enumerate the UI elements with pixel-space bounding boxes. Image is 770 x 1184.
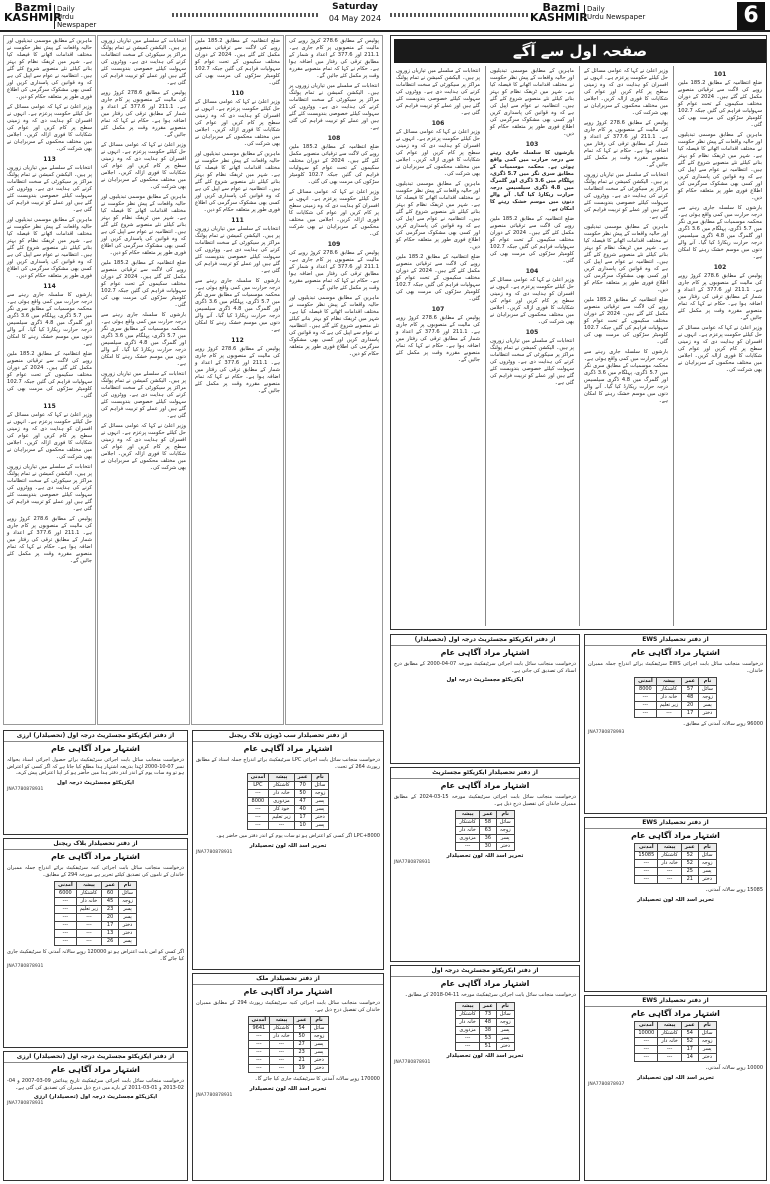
section-number: 109 bbox=[327, 241, 341, 248]
table-cell: 70 bbox=[294, 782, 311, 790]
article-text: انتخابات کے سلسلے میں تیاریاں زوروں پر ہیں۔ الیکشن کمیشن نے تمام پولنگ مراکز پر سیکورٹی کے سخت انتظامات کرنے کی ہدایت دی ہے۔ ووٹروں کی سہولت کیلئے خصوصی بندوبست کئے گئے ہیں اور عملے کو تربیت فراہم کی گئی ہے۔ پولیس کے مطابق 278.6 کروڑ روپے کی مالیت کے منصوبوں پر کام جاری ہے۔ 211.1 اور 377.6 کے اعداد و شمار کے مطابق ترقی کی رفتار میں اضافہ ہوا ہے۔ حکام نے کہا کہ تمام منصوبے مقررہ وقت پر مکمل کئے جائیں گے۔ وزیر اعلیٰ نے کہا کہ عوامی مسائل کے حل کیلئے حکومت پرعزم ہے۔ انہوں نے افسران کو ہدایت دی کہ وہ زمینی سطح پر کام کریں اور عوام کی شکایات کا فوری ازالہ کریں۔ اجلاس میں مختلف محکموں کے سربراہان نے بھی شرکت کی۔ ماہرین کے مطابق موسمی تبدیلیوں اور حالیہ واقعات کے پیش نظر حکومت نے مختلف اقدامات اٹھانے کا فیصلہ کیا ہے۔ شہر میں ٹریفک نظام کو بہتر بنانے کیلئے نئے منصوبے شروع کئے گئے ہیں۔ انتظامیہ نے عوام سے اپیل کی ہے کہ وہ قوانین کی پاسداری کریں اور کسی بھی مشکوک سرگرمی کی اطلاع فوری طور پر متعلقہ حکام کو دیں۔ ضلع انتظامیہ کے مطابق 185.2 ملین روپے کی لاگت سے ترقیاتی منصوبے مکمل کئے گئے ہیں۔ 2024 کے دوران مختلف سکیموں کے تحت عوام کو سہولیات فراہم کی گئیں جبکہ 102.7 کلومیٹر سڑکوں کی مرمت بھی کی گئی۔ بارشوں کا سلسلہ جاری رہنے سے درجہ حرارت میں کمی واقع ہوئی ہے۔ محکمہ موسمیات کے مطابق سری نگر میں 5.7 ڈگری، پہلگام میں 3.6 ڈگری اور گلمرگ میں 4.8 ڈگری سیلسیس درجہ حرارت ریکارڈ کیا گیا۔ آنے والے دنوں میں موسم خشک رہنے کا امکان ہے۔ انتخابات کے سلسلے میں تیاریاں زوروں پر ہیں۔ الیکشن کمیشن نے تمام پولنگ مراکز پر سیکورٹی کے سخت انتظامات کرنے کی ہدایت دی ہے۔ ووٹروں کی سہولت کیلئے خصوصی بندوبست کئے گئے ہیں اور عملے کو تربیت فراہم کی گئی ہے۔ وزیر اعلیٰ نے کہا کہ عوامی مسائل کے حل کیلئے حکومت پرعزم ہے۔ انہوں نے افسران کو ہدایت دی کہ وہ زمینی سطح پر کام کریں اور عوام کی شکایات کا فوری ازالہ کریں۔ اجلاس میں مختلف محکموں کے سربراہان نے بھی شرکت کی۔ bbox=[101, 38, 187, 471]
table-cell: خانہ دار bbox=[456, 1018, 480, 1026]
table-cell: --- bbox=[270, 1065, 294, 1073]
table-row bbox=[635, 868, 716, 876]
table-cell: دختر bbox=[496, 843, 514, 851]
table-cell: سائل bbox=[311, 782, 329, 790]
table-header-cell: نام bbox=[496, 1002, 514, 1010]
table-cell: 6000 bbox=[55, 890, 77, 898]
table-cell: --- bbox=[269, 822, 294, 830]
section-number: 101 bbox=[713, 71, 727, 78]
table-cell: --- bbox=[76, 930, 101, 938]
table-cell: --- bbox=[456, 843, 480, 851]
masthead bbox=[0, 0, 770, 32]
table-cell: 9641 bbox=[248, 1025, 270, 1033]
table-cell: سائل bbox=[496, 819, 514, 827]
table-row bbox=[635, 1030, 716, 1038]
table-cell: زوجہ bbox=[698, 860, 716, 868]
table-cell: دختر bbox=[119, 922, 137, 930]
table-cell: دختر bbox=[496, 1042, 514, 1050]
public-notice: از دفتر تحصیلدار EWS اشتہار مراد آگاہی عام درخواست منجانب سائل بابت اجرائی EWS سرٹیفکیٹ برائے اندراج جملہ ممبران خاندان۔ نام عمر پیشہ آمدنی سائل 57 کاشتکار 8000 زوجہ 48 خانہ دار --- پسر 20 زیر تعلیم --- دختر 17 --- --- 96000 روپے سالانہ آمدنی کے مطابق۔ JNA7780878993 bbox=[584, 634, 767, 814]
article-text: وزیر اعلیٰ نے کہا کہ عوامی مسائل کے حل کیلئے حکومت پرعزم ہے۔ انہوں نے افسران کو ہدایت دی کہ وہ زمینی سطح پر کام کریں اور عوام کی شکایات کا فوری ازالہ کریں۔ اجلاس میں مختلف محکموں کے سربراہان نے بھی شرکت کی۔ پولیس کے مطابق 278.6 کروڑ روپے کی مالیت کے منصوبوں پر کام جاری ہے۔ 211.1 اور 377.6 کے اعداد و شمار کے مطابق ترقی کی رفتار میں اضافہ ہوا ہے۔ حکام نے کہا کہ تمام منصوبے مقررہ وقت پر مکمل کئے جائیں گے۔ انتخابات کے سلسلے میں تیاریاں زوروں پر ہیں۔ الیکشن کمیشن نے تمام پولنگ مراکز پر سیکورٹی کے سخت انتظامات کرنے کی ہدایت دی ہے۔ ووٹروں کی سہولت کیلئے خصوصی بندوبست کئے گئے ہیں اور عملے کو تربیت فراہم کی گئی ہے۔ ماہرین کے مطابق موسمی تبدیلیوں اور حالیہ واقعات کے پیش نظر حکومت نے مختلف اقدامات اٹھانے کا فیصلہ کیا ہے۔ شہر میں ٹریفک نظام کو بہتر بنانے کیلئے نئے منصوبے شروع کئے گئے ہیں۔ انتظامیہ نے عوام سے اپیل کی ہے کہ وہ قوانین کی پاسداری کریں اور کسی بھی مشکوک سرگرمی کی اطلاع فوری طور پر متعلقہ حکام کو دیں۔ ضلع انتظامیہ کے مطابق 185.2 ملین روپے کی لاگت سے ترقیاتی منصوبے مکمل کئے گئے ہیں۔ 2024 کے دوران مختلف سکیموں کے تحت عوام کو سہولیات فراہم کی گئیں جبکہ 102.7 کلومیٹر سڑکوں کی مرمت بھی کی گئی۔ بارشوں کا سلسلہ جاری رہنے سے درجہ حرارت میں کمی واقع ہوئی ہے۔ محکمہ موسمیات کے مطابق سری نگر میں 5.7 ڈگری، پہلگام میں 3.6 ڈگری اور گلمرگ میں 4.8 ڈگری سیلسیس درجہ حرارت ریکارڈ کیا گیا۔ آنے والے دنوں میں موسم خشک رہنے کا امکان ہے۔ bbox=[584, 68, 668, 404]
table-cell: زوجہ bbox=[311, 790, 329, 798]
table-cell: --- bbox=[658, 1054, 682, 1062]
table-row bbox=[456, 1018, 514, 1026]
table-cell: 48 bbox=[682, 694, 699, 702]
article-text: انتخابات کے سلسلے میں تیاریاں زوروں پر ہیں۔ الیکشن کمیشن نے تمام پولنگ مراکز پر سیکورٹی کے سخت انتظامات کرنے کی ہدایت دی ہے۔ ووٹروں کی سہولت کیلئے خصوصی بندوبست کئے گئے ہیں اور عملے کو تربیت فراہم کی گئی ہے۔ 106 وزیر اعلیٰ نے کہا کہ عوامی مسائل کے حل کیلئے حکومت پرعزم ہے۔ انہوں نے افسران کو ہدایت دی کہ وہ زمینی سطح پر کام کریں اور عوام کی شکایات کا فوری ازالہ کریں۔ اجلاس میں مختلف محکموں کے سربراہان نے بھی شرکت کی۔ ماہرین کے مطابق موسمی تبدیلیوں اور حالیہ واقعات کے پیش نظر حکومت نے مختلف اقدامات اٹھانے کا فیصلہ کیا ہے۔ شہر میں ٹریفک نظام کو بہتر بنانے کیلئے نئے منصوبے شروع کئے گئے ہیں۔ انتظامیہ نے عوام سے اپیل کی ہے کہ وہ قوانین کی پاسداری کریں اور کسی بھی مشکوک سرگرمی کی اطلاع فوری طور پر متعلقہ حکام کو دیں۔ ضلع انتظامیہ کے مطابق 185.2 ملین روپے کی لاگت سے ترقیاتی منصوبے مکمل کئے گئے ہیں۔ 2024 کے دوران مختلف سکیموں کے تحت عوام کو سہولیات فراہم کی گئیں جبکہ 102.7 کلومیٹر سڑکوں کی مرمت بھی کی گئی۔ 107 پولیس کے مطابق 278.6 کروڑ روپے کی مالیت کے منصوبوں پر کام جاری ہے۔ 211.1 اور 377.6 کے اعداد و شمار کے مطابق ترقی کی رفتار میں اضافہ ہوا ہے۔ حکام نے کہا کہ تمام منصوبے مقررہ وقت پر مکمل کئے جائیں گے۔ bbox=[396, 68, 480, 363]
table-cell: --- bbox=[270, 1049, 294, 1057]
table-cell: کاشتکار bbox=[456, 1010, 480, 1018]
article-text: پولیس کے مطابق 278.6 کروڑ روپے کی مالیت کے منصوبوں پر کام جاری ہے۔ 211.1 اور 377.6 کے اعداد و شمار کے مطابق ترقی کی رفتار میں اضافہ ہوا ہے۔ حکام نے کہا کہ تمام منصوبے مقررہ وقت پر مکمل کئے جائیں گے۔ انتخابات کے سلسلے میں تیاریاں زوروں پر ہیں۔ الیکشن کمیشن نے تمام پولنگ مراکز پر سیکورٹی کے سخت انتظامات کرنے کی ہدایت دی ہے۔ ووٹروں کی سہولت کیلئے خصوصی بندوبست کئے گئے ہیں اور عملے کو تربیت فراہم کی گئی ہے۔ 108 ضلع انتظامیہ کے مطابق 185.2 ملین روپے کی لاگت سے ترقیاتی منصوبے مکمل کئے گئے ہیں۔ 2024 کے دوران مختلف سکیموں کے تحت عوام کو سہولیات فراہم کی گئیں جبکہ 102.7 کلومیٹر سڑکوں کی مرمت بھی کی گئی۔ وزیر اعلیٰ نے کہا کہ عوامی مسائل کے حل کیلئے حکومت پرعزم ہے۔ انہوں نے افسران کو ہدایت دی کہ وہ زمینی سطح پر کام کریں اور عوام کی شکایات کا فوری ازالہ کریں۔ اجلاس میں مختلف محکموں کے سربراہان نے بھی شرکت کی۔ 109 پولیس کے مطابق 278.6 کروڑ روپے کی مالیت کے منصوبوں پر کام جاری ہے۔ 211.1 اور 377.6 کے اعداد و شمار کے مطابق ترقی کی رفتار میں اضافہ ہوا ہے۔ حکام نے کہا کہ تمام منصوبے مقررہ وقت پر مکمل کئے جائیں گے۔ ماہرین کے مطابق موسمی تبدیلیوں اور حالیہ واقعات کے پیش نظر حکومت نے مختلف اقدامات اٹھانے کا فیصلہ کیا ہے۔ شہر میں ٹریفک نظام کو بہتر بنانے کیلئے نئے منصوبے شروع کئے گئے ہیں۔ انتظامیہ نے عوام سے اپیل کی ہے کہ وہ قوانین کی پاسداری کریں اور کسی بھی مشکوک سرگرمی کی اطلاع فوری طور پر متعلقہ حکام کو دیں۔ bbox=[289, 38, 380, 357]
table-cell: کاشتکار bbox=[658, 852, 682, 860]
table-cell: سائل bbox=[119, 890, 137, 898]
table-row bbox=[248, 1041, 328, 1049]
public-notice: از دفتر تحصیلدار سب ڈویژن بلاک ریجنل اشتہار مراد آگاہی عام درخواست منجانب سائل بابت اجرائی LPC سرٹیفکیٹ برائے اندراج جملہ اسناد کے مطابق رپورٹ 264 کے تحت۔ نام عمر پیشہ آمدنی سائل 70 کاشتکار LPC زوجہ 50 خانہ دار --- پسر 47 مزدوری 8000 پسر 40 خود کار --- دختر 17 زیر تعلیم --- پسر 10 --- --- LPC+8000 اگر کسی کو اعتراض ہو تو سات یوم کے اندر دفتر میں حاضر ہو۔ تحریر اسد اللہ لون تحصیلدار JNA7780878931 bbox=[192, 730, 384, 970]
table-row bbox=[635, 876, 716, 884]
table-cell: --- bbox=[76, 938, 101, 946]
table-cell: --- bbox=[635, 1054, 658, 1062]
table-cell: زوجہ bbox=[496, 827, 514, 835]
page-number: 6 bbox=[737, 2, 765, 30]
table-cell: --- bbox=[635, 860, 658, 868]
public-notice: از دفتر ایکزیکٹو مجسٹریٹ درجہ اول (تحصیلدار) ارزی اشتہار مراد آگاہی عام درخواست منجانب سائل بابت اجرائی سرٹیفکیٹ برائے حصول اجرائی اسناد بحوالہ نمبر 07-10-2000 لہٰذا بذریعہ اشتہار ہذا مطلع کیا جاتا ہے کہ اگر کسی کو اعتراض ہو تو وہ سات یوم کے اندر اندر دفتر ہذا میں حاضر ہو کر اپنا اعتراض پیش کرے۔ ایکزیکٹو مجسٹریٹ درجہ اول JNA7780878931 bbox=[3, 730, 188, 835]
table-cell: 47 bbox=[294, 798, 311, 806]
table-cell: پسر bbox=[496, 1026, 514, 1034]
column-divider bbox=[579, 66, 580, 626]
table-header-cell: آمدنی bbox=[248, 1017, 270, 1025]
table-cell: خانہ دار bbox=[269, 790, 294, 798]
table-header-cell: عمر bbox=[294, 774, 311, 782]
table-row bbox=[55, 938, 137, 946]
table-cell: دختر bbox=[310, 1057, 328, 1065]
table-header-cell: پیشہ bbox=[658, 844, 682, 852]
table-cell: 25 bbox=[681, 868, 698, 876]
table-cell: دختر bbox=[699, 710, 717, 718]
table-row bbox=[55, 906, 137, 914]
table-cell: 52 bbox=[681, 852, 698, 860]
section-number: 113 bbox=[43, 156, 56, 163]
table-cell: 60 bbox=[102, 890, 119, 898]
day-label: Saturday bbox=[332, 2, 378, 12]
table-row bbox=[635, 710, 717, 718]
table-header-cell: آمدنی bbox=[635, 1022, 658, 1030]
table-cell: زوجہ bbox=[698, 1038, 716, 1046]
table-cell: 45 bbox=[102, 898, 119, 906]
table-row bbox=[456, 1026, 514, 1034]
table-cell: --- bbox=[248, 1041, 270, 1049]
table-cell: --- bbox=[635, 1038, 658, 1046]
table-header-cell: عمر bbox=[681, 1022, 698, 1030]
table-row bbox=[456, 827, 514, 835]
table-cell: مزدوری bbox=[456, 1026, 480, 1034]
table-row bbox=[248, 1025, 328, 1033]
table-header-cell: پیشہ bbox=[656, 678, 681, 686]
table-cell: --- bbox=[55, 914, 77, 922]
table-cell: 51 bbox=[479, 1042, 496, 1050]
table-cell: پسر bbox=[496, 1034, 514, 1042]
table-header-cell: عمر bbox=[479, 811, 496, 819]
section-number: 106 bbox=[431, 120, 445, 127]
table-cell: --- bbox=[247, 814, 269, 822]
table-cell: 48 bbox=[479, 1018, 496, 1026]
table-cell: سائل bbox=[698, 852, 716, 860]
table-cell: 23 bbox=[293, 1049, 310, 1057]
section-number: 114 bbox=[43, 283, 56, 290]
section-number: 107 bbox=[431, 306, 445, 313]
table-cell: 38 bbox=[479, 1026, 496, 1034]
table-cell: پسر bbox=[119, 906, 137, 914]
table-cell: 27 bbox=[293, 1041, 310, 1049]
article-column bbox=[3, 35, 96, 725]
table-cell: 17 bbox=[682, 710, 699, 718]
table-cell: 23 bbox=[102, 906, 119, 914]
table-cell: --- bbox=[456, 1042, 480, 1050]
table-cell: 8000 bbox=[635, 686, 657, 694]
table-cell: --- bbox=[247, 822, 269, 830]
table-cell: خانہ دار bbox=[456, 827, 480, 835]
table-header-cell: عمر bbox=[681, 844, 698, 852]
table-cell: --- bbox=[55, 922, 77, 930]
column-divider bbox=[485, 66, 486, 626]
table-header-cell: عمر bbox=[293, 1017, 310, 1025]
article-text: ضلع انتظامیہ کے مطابق 185.2 ملین روپے کی لاگت سے ترقیاتی منصوبے مکمل کئے گئے ہیں۔ 2024 کے دوران مختلف سکیموں کے تحت عوام کو سہولیات فراہم کی گئیں جبکہ 102.7 کلومیٹر سڑکوں کی مرمت بھی کی گئی۔ 110 وزیر اعلیٰ نے کہا کہ عوامی مسائل کے حل کیلئے حکومت پرعزم ہے۔ انہوں نے افسران کو ہدایت دی کہ وہ زمینی سطح پر کام کریں اور عوام کی شکایات کا فوری ازالہ کریں۔ اجلاس میں مختلف محکموں کے سربراہان نے بھی شرکت کی۔ ماہرین کے مطابق موسمی تبدیلیوں اور حالیہ واقعات کے پیش نظر حکومت نے مختلف اقدامات اٹھانے کا فیصلہ کیا ہے۔ شہر میں ٹریفک نظام کو بہتر بنانے کیلئے نئے منصوبے شروع کئے گئے ہیں۔ انتظامیہ نے عوام سے اپیل کی ہے کہ وہ قوانین کی پاسداری کریں اور کسی بھی مشکوک سرگرمی کی اطلاع فوری طور پر متعلقہ حکام کو دیں۔ 111 انتخابات کے سلسلے میں تیاریاں زوروں پر ہیں۔ الیکشن کمیشن نے تمام پولنگ مراکز پر سیکورٹی کے سخت انتظامات کرنے کی ہدایت دی ہے۔ ووٹروں کی سہولت کیلئے خصوصی بندوبست کئے گئے ہیں اور عملے کو تربیت فراہم کی گئی ہے۔ بارشوں کا سلسلہ جاری رہنے سے درجہ حرارت میں کمی واقع ہوئی ہے۔ محکمہ موسمیات کے مطابق سری نگر میں 5.7 ڈگری، پہلگام میں 3.6 ڈگری اور گلمرگ میں 4.8 ڈگری سیلسیس درجہ حرارت ریکارڈ کیا گیا۔ آنے والے دنوں میں موسم خشک رہنے کا امکان ہے۔ 112 پولیس کے مطابق 278.6 کروڑ روپے کی مالیت کے منصوبوں پر کام جاری ہے۔ 211.1 اور 377.6 کے اعداد و شمار کے مطابق ترقی کی رفتار میں اضافہ ہوا ہے۔ حکام نے کہا کہ تمام منصوبے مقررہ وقت پر مکمل کئے جائیں گے۔ bbox=[195, 38, 281, 394]
family-table bbox=[634, 677, 717, 718]
table-row bbox=[456, 819, 514, 827]
table-header-cell: پیشہ bbox=[456, 811, 480, 819]
table-cell: --- bbox=[635, 1046, 658, 1054]
table-row bbox=[248, 1065, 328, 1073]
table-cell: 52 bbox=[681, 860, 698, 868]
public-notice: از دفتر تحصیلدار EWS اشتہار مراد آگاہی عام نام عمر پیشہ آمدنی سائل 52 کاشتکار 15085 زوجہ 52 خانہ دار --- پسر 25 --- --- دختر 21 --- --- 15085 روپے سالانہ آمدنی۔ تحریر اسد اللہ لون تحصیلدار bbox=[584, 817, 767, 992]
article-column bbox=[487, 66, 577, 628]
table-cell: --- bbox=[658, 876, 682, 884]
table-header-cell: پیشہ bbox=[658, 1022, 682, 1030]
table-cell: 57 bbox=[682, 686, 699, 694]
table-cell: --- bbox=[247, 790, 269, 798]
table-cell: پسر bbox=[698, 1046, 716, 1054]
table-header-row bbox=[248, 1017, 328, 1025]
table-cell: کاشتکار bbox=[76, 890, 101, 898]
section-number: 108 bbox=[327, 135, 341, 142]
table-cell: کاشتکار bbox=[656, 686, 681, 694]
article-column bbox=[393, 66, 483, 628]
table-row bbox=[635, 694, 717, 702]
table-cell: 26 bbox=[102, 938, 119, 946]
table-cell: سائل bbox=[699, 686, 717, 694]
public-notice: از دفتر تحصیلدار ملک اشتہار مراد آگاہی عام درخواست منجانب سائل بابت اجرائی کنبہ سرٹیفکیٹ رپورٹ 294 کے مطابق ممبران خاندان کی تفصیل درج ذیل ہے۔ نام عمر پیشہ آمدنی سائل 54 کاشتکار 9641 زوجہ 50 خانہ دار --- پسر 27 --- --- پسر 23 --- --- دختر 21 --- --- دختر 19 --- --- 170000 روپے سالانہ آمدنی کا سرٹیفکیٹ جاری کیا جائے گا۔ تحریر اسد اللہ لون تحصیلدار JNA7780878931 bbox=[192, 973, 384, 1181]
table-header-cell: آمدنی bbox=[247, 774, 269, 782]
article-column bbox=[191, 35, 284, 725]
table-cell: 54 bbox=[681, 1030, 698, 1038]
table-header-row bbox=[456, 811, 514, 819]
table-cell: خانہ دار bbox=[658, 860, 682, 868]
table-header-cell: نام bbox=[699, 678, 717, 686]
table-cell: 58 bbox=[479, 819, 496, 827]
table-header-cell: آمدنی bbox=[635, 678, 657, 686]
article-text: ماہرین کے مطابق موسمی تبدیلیوں اور حالیہ واقعات کے پیش نظر حکومت نے مختلف اقدامات اٹھانے کا فیصلہ کیا ہے۔ شہر میں ٹریفک نظام کو بہتر بنانے کیلئے نئے منصوبے شروع کئے گئے ہیں۔ انتظامیہ نے عوام سے اپیل کی ہے کہ وہ قوانین کی پاسداری کریں اور کسی بھی مشکوک سرگرمی کی اطلاع فوری طور پر متعلقہ حکام کو دیں۔ 103 بارشوں کا سلسلہ جاری رہنے سے درجہ حرارت میں کمی واقع ہوئی ہے۔ محکمہ موسمیات کے مطابق سری نگر میں 5.7 ڈگری، پہلگام میں 3.6 ڈگری اور گلمرگ میں 4.8 ڈگری سیلسیس درجہ حرارت ریکارڈ کیا گیا۔ آنے والے دنوں میں موسم خشک رہنے کا امکان ہے۔ ضلع انتظامیہ کے مطابق 185.2 ملین روپے کی لاگت سے ترقیاتی منصوبے مکمل کئے گئے ہیں۔ 2024 کے دوران مختلف سکیموں کے تحت عوام کو سہولیات فراہم کی گئیں جبکہ 102.7 کلومیٹر سڑکوں کی مرمت بھی کی گئی۔ 104 وزیر اعلیٰ نے کہا کہ عوامی مسائل کے حل کیلئے حکومت پرعزم ہے۔ انہوں نے افسران کو ہدایت دی کہ وہ زمینی سطح پر کام کریں اور عوام کی شکایات کا فوری ازالہ کریں۔ اجلاس میں مختلف محکموں کے سربراہان نے بھی شرکت کی۔ 105 انتخابات کے سلسلے میں تیاریاں زوروں پر ہیں۔ الیکشن کمیشن نے تمام پولنگ مراکز پر سیکورٹی کے سخت انتظامات کرنے کی ہدایت دی ہے۔ ووٹروں کی سہولت کیلئے خصوصی بندوبست کئے گئے ہیں اور عملے کو تربیت فراہم کی گئی ہے۔ bbox=[490, 68, 574, 386]
table-cell: پسر bbox=[310, 1049, 328, 1057]
section-number: 103 bbox=[525, 141, 539, 148]
table-cell: --- bbox=[635, 694, 657, 702]
table-cell: 52 bbox=[681, 1038, 698, 1046]
table-cell: 10000 bbox=[635, 1030, 658, 1038]
table-row bbox=[55, 914, 137, 922]
table-cell: سائل bbox=[698, 1030, 716, 1038]
table-row bbox=[247, 822, 329, 830]
table-cell: 30 bbox=[479, 843, 496, 851]
family-table bbox=[54, 881, 137, 946]
table-cell: پسر bbox=[119, 914, 137, 922]
table-header-row bbox=[55, 882, 137, 890]
table-cell: --- bbox=[248, 1033, 270, 1041]
table-row bbox=[456, 1010, 514, 1018]
table-row bbox=[248, 1049, 328, 1057]
public-notice: از دفتر تحصیلدار بلاک ریجنل اشتہار مراد آگاہی عام درخواست منجانب سائل بابت اجرائی کنبہ سرٹیفکیٹ برائے اندراج جملہ ممبران خاندان کے ناموں کی تصدیق کیلئے تحریر ہے مورخہ 294 کے مطابق۔ نام عمر پیشہ آمدنی سائل 60 کاشتکار 6000 زوجہ 45 خانہ دار --- پسر 23 زیر تعلیم --- پسر 20 --- --- دختر 17 --- --- دختر 13 --- --- پسر 26 --- --- اگر کسی کو اس بابت اعتراض ہو تو 120000 روپے سالانہ آمدنی کا سرٹیفکیٹ جاری کیا جائے گا۔ JNA7780878931 bbox=[3, 838, 188, 1048]
table-cell: زوجہ bbox=[310, 1033, 328, 1041]
table-cell: دختر bbox=[698, 1054, 716, 1062]
table-cell: 17 bbox=[102, 922, 119, 930]
table-row bbox=[456, 835, 514, 843]
table-cell: زوجہ bbox=[699, 694, 717, 702]
table-cell: 15085 bbox=[635, 852, 658, 860]
table-row bbox=[55, 898, 137, 906]
decorative-dots bbox=[390, 13, 530, 17]
table-cell: --- bbox=[270, 1041, 294, 1049]
table-row bbox=[247, 806, 329, 814]
table-header-row bbox=[247, 774, 329, 782]
table-header-cell: عمر bbox=[479, 1002, 496, 1010]
table-header-cell: نام bbox=[311, 774, 329, 782]
article-column bbox=[581, 66, 671, 628]
table-cell: --- bbox=[656, 710, 681, 718]
table-cell: 54 bbox=[293, 1025, 310, 1033]
table-cell: --- bbox=[248, 1057, 270, 1065]
table-cell: پسر bbox=[699, 702, 717, 710]
table-cell: --- bbox=[270, 1057, 294, 1065]
section-number: 115 bbox=[43, 403, 56, 410]
table-header-cell: آمدنی bbox=[55, 882, 77, 890]
table-row bbox=[635, 860, 716, 868]
table-cell: --- bbox=[55, 906, 77, 914]
table-cell: سائل bbox=[496, 1010, 514, 1018]
table-cell: 50 bbox=[294, 790, 311, 798]
table-cell: --- bbox=[248, 1049, 270, 1057]
table-cell: خانہ دار bbox=[270, 1033, 294, 1041]
table-cell: دختر bbox=[119, 930, 137, 938]
table-cell: پسر bbox=[311, 806, 329, 814]
article-column bbox=[97, 35, 190, 725]
family-table bbox=[455, 810, 514, 851]
table-header-row bbox=[635, 1022, 716, 1030]
table-header-cell: پیشہ bbox=[456, 1002, 480, 1010]
table-cell: خانہ دار bbox=[658, 1038, 682, 1046]
table-header-cell: پیشہ bbox=[270, 1017, 294, 1025]
table-cell: 20 bbox=[682, 702, 699, 710]
table-header-row bbox=[456, 1002, 514, 1010]
table-row bbox=[247, 798, 329, 806]
public-notice: از دفتر تحصیلدار EWS اشتہار مراد آگاہی عام نام عمر پیشہ آمدنی سائل 54 کاشتکار 10000 زوجہ 52 خانہ دار --- پسر 17 --- --- دختر 14 --- --- 10000 روپے سالانہ آمدنی۔ تحریر اسد اللہ لون تحصیلدار JNA7780878937 bbox=[584, 995, 767, 1181]
table-cell: --- bbox=[635, 710, 657, 718]
table-header-cell: پیشہ bbox=[76, 882, 101, 890]
table-cell: 21 bbox=[681, 876, 698, 884]
table-header-cell: پیشہ bbox=[269, 774, 294, 782]
table-cell: خانہ دار bbox=[76, 898, 101, 906]
article-text: 101 ضلع انتظامیہ کے مطابق 185.2 ملین روپے کی لاگت سے ترقیاتی منصوبے مکمل کئے گئے ہیں۔ 2024 کے دوران مختلف سکیموں کے تحت عوام کو سہولیات فراہم کی گئیں جبکہ 102.7 کلومیٹر سڑکوں کی مرمت بھی کی گئی۔ ماہرین کے مطابق موسمی تبدیلیوں اور حالیہ واقعات کے پیش نظر حکومت نے مختلف اقدامات اٹھانے کا فیصلہ کیا ہے۔ شہر میں ٹریفک نظام کو بہتر بنانے کیلئے نئے منصوبے شروع کئے گئے ہیں۔ انتظامیہ نے عوام سے اپیل کی ہے کہ وہ قوانین کی پاسداری کریں اور کسی بھی مشکوک سرگرمی کی اطلاع فوری طور پر متعلقہ حکام کو دیں۔ بارشوں کا سلسلہ جاری رہنے سے درجہ حرارت میں کمی واقع ہوئی ہے۔ محکمہ موسمیات کے مطابق سری نگر میں 5.7 ڈگری، پہلگام میں 3.6 ڈگری اور گلمرگ میں 4.8 ڈگری سیلسیس درجہ حرارت ریکارڈ کیا گیا۔ آنے والے دنوں میں موسم خشک رہنے کا امکان ہے۔ 102 پولیس کے مطابق 278.6 کروڑ روپے کی مالیت کے منصوبوں پر کام جاری ہے۔ 211.1 اور 377.6 کے اعداد و شمار کے مطابق ترقی کی رفتار میں اضافہ ہوا ہے۔ حکام نے کہا کہ تمام منصوبے مقررہ وقت پر مکمل کئے جائیں گے۔ وزیر اعلیٰ نے کہا کہ عوامی مسائل کے حل کیلئے حکومت پرعزم ہے۔ انہوں نے افسران کو ہدایت دی کہ وہ زمینی سطح پر کام کریں اور عوام کی شکایات کا فوری ازالہ کریں۔ اجلاس میں مختلف محکموں کے سربراہان نے بھی شرکت کی۔ bbox=[678, 71, 762, 373]
table-header-cell: آمدنی bbox=[635, 844, 658, 852]
table-cell: مزدوری bbox=[269, 798, 294, 806]
table-row bbox=[55, 890, 137, 898]
table-header-cell: نام bbox=[119, 882, 137, 890]
table-header-cell: نام bbox=[698, 844, 716, 852]
table-cell: 17 bbox=[294, 814, 311, 822]
table-cell: 63 bbox=[479, 827, 496, 835]
table-cell: --- bbox=[658, 1046, 682, 1054]
article-text: ماہرین کے مطابق موسمی تبدیلیوں اور حالیہ واقعات کے پیش نظر حکومت نے مختلف اقدامات اٹھانے کا فیصلہ کیا ہے۔ شہر میں ٹریفک نظام کو بہتر بنانے کیلئے نئے منصوبے شروع کئے گئے ہیں۔ انتظامیہ نے عوام سے اپیل کی ہے کہ وہ قوانین کی پاسداری کریں اور کسی بھی مشکوک سرگرمی کی اطلاع فوری طور پر متعلقہ حکام کو دیں۔ وزیر اعلیٰ نے کہا کہ عوامی مسائل کے حل کیلئے حکومت پرعزم ہے۔ انہوں نے افسران کو ہدایت دی کہ وہ زمینی سطح پر کام کریں اور عوام کی شکایات کا فوری ازالہ کریں۔ اجلاس میں مختلف محکموں کے سربراہان نے بھی شرکت کی۔ 113 انتخابات کے سلسلے میں تیاریاں زوروں پر ہیں۔ الیکشن کمیشن نے تمام پولنگ مراکز پر سیکورٹی کے سخت انتظامات کرنے کی ہدایت دی ہے۔ ووٹروں کی سہولت کیلئے خصوصی بندوبست کئے گئے ہیں اور عملے کو تربیت فراہم کی گئی ہے۔ ماہرین کے مطابق موسمی تبدیلیوں اور حالیہ واقعات کے پیش نظر حکومت نے مختلف اقدامات اٹھانے کا فیصلہ کیا ہے۔ شہر میں ٹریفک نظام کو بہتر بنانے کیلئے نئے منصوبے شروع کئے گئے ہیں۔ انتظامیہ نے عوام سے اپیل کی ہے کہ وہ قوانین کی پاسداری کریں اور کسی بھی مشکوک سرگرمی کی اطلاع فوری طور پر متعلقہ حکام کو دیں۔ 114 بارشوں کا سلسلہ جاری رہنے سے درجہ حرارت میں کمی واقع ہوئی ہے۔ محکمہ موسمیات کے مطابق سری نگر میں 5.7 ڈگری، پہلگام میں 3.6 ڈگری اور گلمرگ میں 4.8 ڈگری سیلسیس درجہ حرارت ریکارڈ کیا گیا۔ آنے والے دنوں میں موسم خشک رہنے کا امکان ہے۔ ضلع انتظامیہ کے مطابق 185.2 ملین روپے کی لاگت سے ترقیاتی منصوبے مکمل کئے گئے ہیں۔ 2024 کے دوران مختلف سکیموں کے تحت عوام کو سہولیات فراہم کی گئیں جبکہ 102.7 کلومیٹر سڑکوں کی مرمت بھی کی گئی۔ 115 وزیر اعلیٰ نے کہا کہ عوامی مسائل کے حل کیلئے حکومت پرعزم ہے۔ انہوں نے افسران کو ہدایت دی کہ وہ زمینی سطح پر کام کریں اور عوام کی شکایات کا فوری ازالہ کریں۔ اجلاس میں مختلف محکموں کے سربراہان نے بھی شرکت کی۔ انتخابات کے سلسلے میں تیاریاں زوروں پر ہیں۔ الیکشن کمیشن نے تمام پولنگ مراکز پر سیکورٹی کے سخت انتظامات کرنے کی ہدایت دی ہے۔ ووٹروں کی سہولت کیلئے خصوصی بندوبست کئے گئے ہیں اور عملے کو تربیت فراہم کی گئی ہے۔ پولیس کے مطابق 278.6 کروڑ روپے کی مالیت کے منصوبوں پر کام جاری ہے۔ 211.1 اور 377.6 کے اعداد و شمار کے مطابق ترقی کی رفتار میں اضافہ ہوا ہے۔ حکام نے کہا کہ تمام منصوبے مقررہ وقت پر مکمل کئے جائیں گے۔ bbox=[7, 38, 93, 564]
table-row bbox=[635, 702, 717, 710]
table-cell: --- bbox=[635, 702, 657, 710]
table-cell: زیر تعلیم bbox=[269, 814, 294, 822]
decorative-dots bbox=[172, 13, 320, 17]
table-row bbox=[456, 843, 514, 851]
section-number: 112 bbox=[231, 337, 244, 344]
column-divider bbox=[673, 66, 674, 626]
public-notice: از دفتر تحصیلدار ایکزیکٹو مجسٹریٹ اشتہار مراد آگاہی عام درخواست منجانب سائل بابت اجرائی سرٹیفکیٹ مورخہ 15-03-2024 کے مطابق ممبران خاندان کی تفصیل درج ذیل ہے۔ نام عمر پیشہ سائل 58 کاشتکار زوجہ 63 خانہ دار پسر 36 مزدوری دختر 30 --- تحریر اسد اللہ لون تحصیلدار JNA7780878931 bbox=[390, 767, 580, 962]
table-cell: پسر bbox=[311, 822, 329, 830]
table-cell: 73 bbox=[479, 1010, 496, 1018]
table-cell: --- bbox=[247, 806, 269, 814]
table-row bbox=[456, 1034, 514, 1042]
family-table bbox=[634, 1021, 716, 1062]
table-header-cell: نام bbox=[310, 1017, 328, 1025]
table-header-row bbox=[635, 678, 717, 686]
table-cell: کاشتکار bbox=[270, 1025, 294, 1033]
table-row bbox=[247, 782, 329, 790]
table-cell: خود کار bbox=[269, 806, 294, 814]
table-row bbox=[55, 930, 137, 938]
table-header-cell: نام bbox=[496, 811, 514, 819]
table-row bbox=[635, 686, 717, 694]
table-cell: 19 bbox=[293, 1065, 310, 1073]
article-column bbox=[285, 35, 383, 725]
table-cell: 10 bbox=[294, 822, 311, 830]
public-notice: از دفتر ایکزیکٹو مجسٹریٹ درجہ اول اشتہار مراد آگاہی عام درخواست منجانب سائل بابت اجرائی سرٹیفکیٹ مورخہ 11-04-2018 کے مطابق۔ نام عمر پیشہ سائل 73 کاشتکار زوجہ 48 خانہ دار پسر 38 مزدوری پسر 53 --- دختر 51 --- تحریر اسد اللہ لون تحصیلدار JNA7780878931 bbox=[390, 965, 580, 1181]
table-row bbox=[247, 814, 329, 822]
table-cell: 8000 bbox=[247, 798, 269, 806]
table-cell: --- bbox=[658, 868, 682, 876]
table-cell: --- bbox=[248, 1065, 270, 1073]
public-notice: از دفتر ایکزیکٹو مجسٹریٹ درجہ اول (تحصیلدار) اشتہار مراد آگاہی عام درخواست منجانب سائل بابت اجرائی سرٹیفکیٹ مورخہ 07-04-2000 کے مطابق درج اسناد کی تصدیق کی جاتی ہے۔ ایکزیکٹو مجسٹریٹ درجہ اول bbox=[390, 634, 580, 764]
table-cell: --- bbox=[55, 930, 77, 938]
table-row bbox=[635, 1054, 716, 1062]
section-number: 110 bbox=[231, 90, 244, 97]
section-number: 102 bbox=[713, 264, 727, 271]
date-block bbox=[325, 2, 385, 24]
table-row bbox=[635, 852, 716, 860]
table-cell: دختر bbox=[698, 876, 716, 884]
table-cell: --- bbox=[76, 914, 101, 922]
brand-subtitle: Daily Urdu Newspaper bbox=[54, 5, 114, 29]
table-cell: زوجہ bbox=[496, 1018, 514, 1026]
table-cell: پسر bbox=[311, 798, 329, 806]
table-cell: 17 bbox=[681, 1046, 698, 1054]
family-table bbox=[455, 1002, 514, 1051]
table-cell: پسر bbox=[698, 868, 716, 876]
table-cell: --- bbox=[635, 876, 658, 884]
table-cell: 40 bbox=[294, 806, 311, 814]
table-cell: --- bbox=[55, 938, 77, 946]
table-cell: 14 bbox=[681, 1054, 698, 1062]
table-cell: --- bbox=[76, 922, 101, 930]
table-row bbox=[635, 1038, 716, 1046]
family-table bbox=[248, 1016, 329, 1073]
table-cell: کاشتکار bbox=[456, 819, 480, 827]
table-cell: پسر bbox=[496, 835, 514, 843]
brand-logo: Bazmi KASHMIR bbox=[4, 1, 62, 24]
table-cell: کاشتکار bbox=[658, 1030, 682, 1038]
table-cell: 53 bbox=[479, 1034, 496, 1042]
table-cell: --- bbox=[635, 868, 658, 876]
date-label: 04 May 2024 bbox=[328, 14, 382, 23]
table-cell: 13 bbox=[102, 930, 119, 938]
table-cell: 21 bbox=[293, 1057, 310, 1065]
table-cell: زیر تعلیم bbox=[656, 702, 681, 710]
table-cell: 20 bbox=[102, 914, 119, 922]
table-row bbox=[456, 1042, 514, 1050]
family-table bbox=[634, 843, 716, 884]
public-notice: از دفتر ایکزیکٹو مجسٹریٹ درجہ اول (تحصیلدار) ارزی اشتہار مراد آگاہی عام درخواست منجانب سائل بابت اجرائی سرٹیفکیٹ تاریخ پیدائش 09-03-2007 و 04-02-2013 و 01-03-2011 کے بارے میں درج ذیل ممبران کی تصدیق کی گئی ہے۔ ایکزیکٹو مجسٹریٹ درجہ اول (تحصیلدار) ارزی JNA7780878931 bbox=[3, 1051, 188, 1181]
section-number: 111 bbox=[231, 217, 244, 224]
table-cell: پسر bbox=[310, 1041, 328, 1049]
table-row bbox=[635, 1046, 716, 1054]
table-row bbox=[247, 790, 329, 798]
table-header-cell: عمر bbox=[102, 882, 119, 890]
table-cell: خانہ دار bbox=[656, 694, 681, 702]
table-cell: LPC bbox=[247, 782, 269, 790]
table-row bbox=[248, 1033, 328, 1041]
table-cell: دختر bbox=[311, 814, 329, 822]
table-cell: --- bbox=[456, 1034, 480, 1042]
table-cell: 50 bbox=[293, 1033, 310, 1041]
table-header-cell: عمر bbox=[682, 678, 699, 686]
table-row bbox=[55, 922, 137, 930]
brand-subtitle: Daily Urdu Newspaper bbox=[584, 5, 654, 21]
table-cell: 36 bbox=[479, 835, 496, 843]
table-cell: پسر bbox=[119, 938, 137, 946]
table-cell: سائل bbox=[310, 1025, 328, 1033]
table-cell: مزدوری bbox=[456, 835, 480, 843]
table-cell: --- bbox=[55, 898, 77, 906]
brand-logo: Bazmi KASHMIR bbox=[530, 1, 588, 24]
table-header-cell: نام bbox=[698, 1022, 716, 1030]
table-cell: دختر bbox=[310, 1065, 328, 1073]
table-cell: زیر تعلیم bbox=[76, 906, 101, 914]
table-header-row bbox=[635, 844, 716, 852]
article-column bbox=[675, 66, 765, 628]
section-banner: صفحہ اول سے آگے bbox=[394, 39, 766, 63]
section-number: 105 bbox=[525, 329, 539, 336]
table-row bbox=[248, 1057, 328, 1065]
section-number: 104 bbox=[525, 268, 539, 275]
table-cell: زوجہ bbox=[119, 898, 137, 906]
family-table bbox=[247, 773, 330, 830]
table-cell: کاشتکار bbox=[269, 782, 294, 790]
